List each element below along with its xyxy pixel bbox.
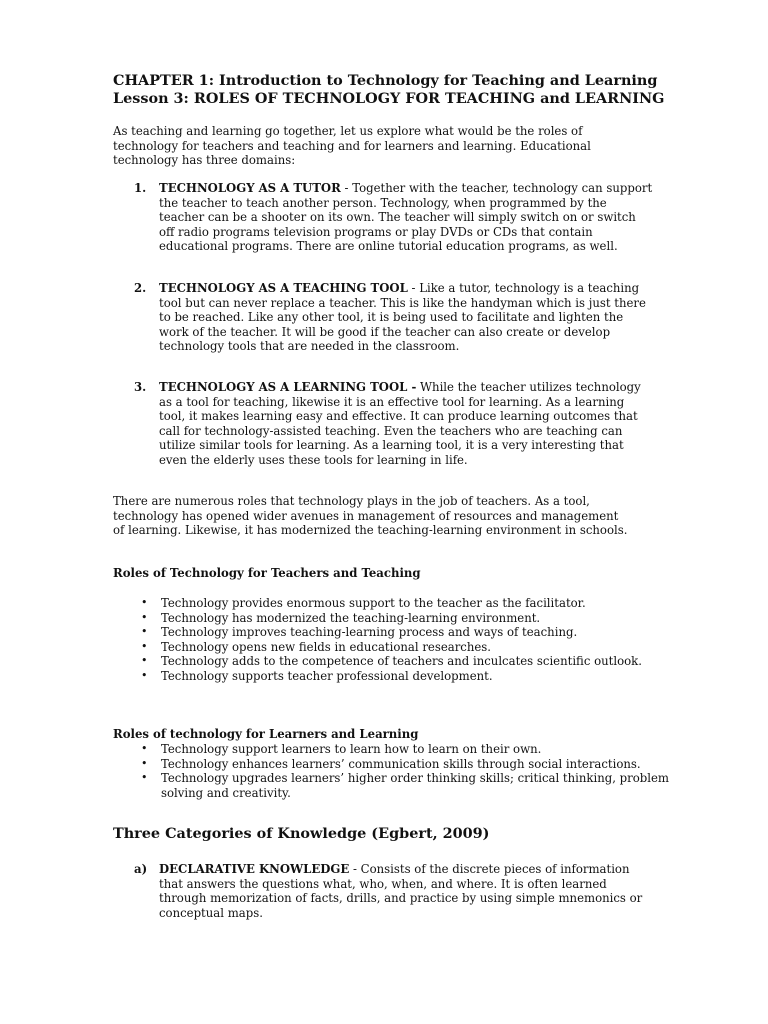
knowledge-term: DECLARATIVE KNOWLEDGE	[159, 862, 350, 876]
domain-heading: TECHNOLOGY AS A LEARNING TOOL -	[159, 380, 417, 394]
knowledge-marker: a)	[134, 862, 148, 876]
page-title	[113, 72, 733, 108]
domain-heading: TECHNOLOGY AS A TEACHING TOOL	[159, 281, 408, 295]
list-item: • Technology improves teaching-learning process and ways of teaching.	[113, 625, 673, 640]
knowledge-heading: Three Categories of Knowledge (Egbert, 2009)	[113, 825, 490, 842]
teachers-roles-heading: Roles of Technology for Teachers and Teaching	[113, 566, 421, 580]
domain-item-learning-tool	[134, 380, 654, 468]
list-item: • Technology support learners to learn how to learn on their own.	[113, 742, 673, 757]
domain-number: 2.	[134, 281, 147, 295]
learners-roles-heading: Roles of technology for Learners and Learning	[113, 727, 419, 741]
knowledge-body	[159, 862, 654, 920]
domain-text: While the teacher utilizes technology as a tool for teaching, likewise it is an effective tool for learning. As a learning tool, it makes learning easy and effective. It can produce learning outcomes that call for technology-assisted teaching. Even the teachers who are teaching can utilize similar tools for learning. As a learning tool, it is a very interesting that even the elderly uses these tools for learning in life.	[159, 380, 641, 467]
knowledge-item-declarative	[134, 862, 654, 920]
domain-body	[159, 281, 654, 354]
domain-number: 1.	[134, 181, 147, 195]
list-item: • Technology opens new fields in educational researches.	[113, 640, 673, 655]
domain-text: - Like a tutor, technology is a teaching tool but can never replace a teacher. This is like the handyman which is just there to be reached. Like any other tool, it is being used to facilitate and lighten the work of the teacher. It will be good if the teacher can also create or develop technology tools that are needed in the classroom.	[159, 281, 646, 354]
knowledge-text: - Consists of the discrete pieces of information that answers the questions what, who, when, and where. It is often learned through memorization of facts, drills, and practice by using simple mnemonics or conceptual maps.	[159, 862, 643, 920]
intro-paragraph: As teaching and learning go together, let us explore what would be the roles of technology for teachers and teaching and for learners and learning. Educational technology has three domains:	[113, 124, 591, 168]
roles-paragraph: There are numerous roles that technology plays in the job of teachers. As a tool, technology has opened wider avenues in management of resources and management of learning. Likewise, it has modernized the teaching-learning environment in schools.	[113, 494, 628, 538]
chapter-title: CHAPTER 1: Introduction to Technology for Teaching and Learning	[113, 72, 658, 89]
list-item: • Technology upgrades learners’ higher order thinking skills; critical thinking, problem solving and creativity.	[113, 771, 673, 800]
domain-item-teaching-tool	[134, 281, 654, 354]
domain-heading: TECHNOLOGY AS A TUTOR	[159, 181, 341, 195]
domain-item-tutor	[134, 181, 654, 254]
list-item: • Technology enhances learners’ communication skills through social interactions.	[113, 757, 673, 772]
domain-text: - Together with the teacher, technology can support the teacher to teach another person. Technology, when programmed by the teacher can be a shooter on its own. The teacher will simply switch on or switch off radio programs television programs or play DVDs or CDs that contain educational programs. There are online tutorial education programs, as well.	[159, 181, 653, 254]
teachers-roles-list	[113, 596, 673, 684]
list-item: • Technology supports teacher professional development.	[113, 669, 673, 684]
learners-roles-list	[113, 742, 673, 800]
list-item: • Technology has modernized the teaching-learning environment.	[113, 611, 673, 626]
lesson-title: Lesson 3: ROLES OF TECHNOLOGY FOR TEACHING and LEARNING	[113, 90, 665, 107]
domain-number: 3.	[134, 380, 147, 394]
domain-body	[159, 380, 654, 468]
list-item: • Technology provides enormous support to the teacher as the facilitator.	[113, 596, 673, 611]
list-item: • Technology adds to the competence of teachers and inculcates scientific outlook.	[113, 654, 673, 669]
domain-body	[159, 181, 654, 254]
